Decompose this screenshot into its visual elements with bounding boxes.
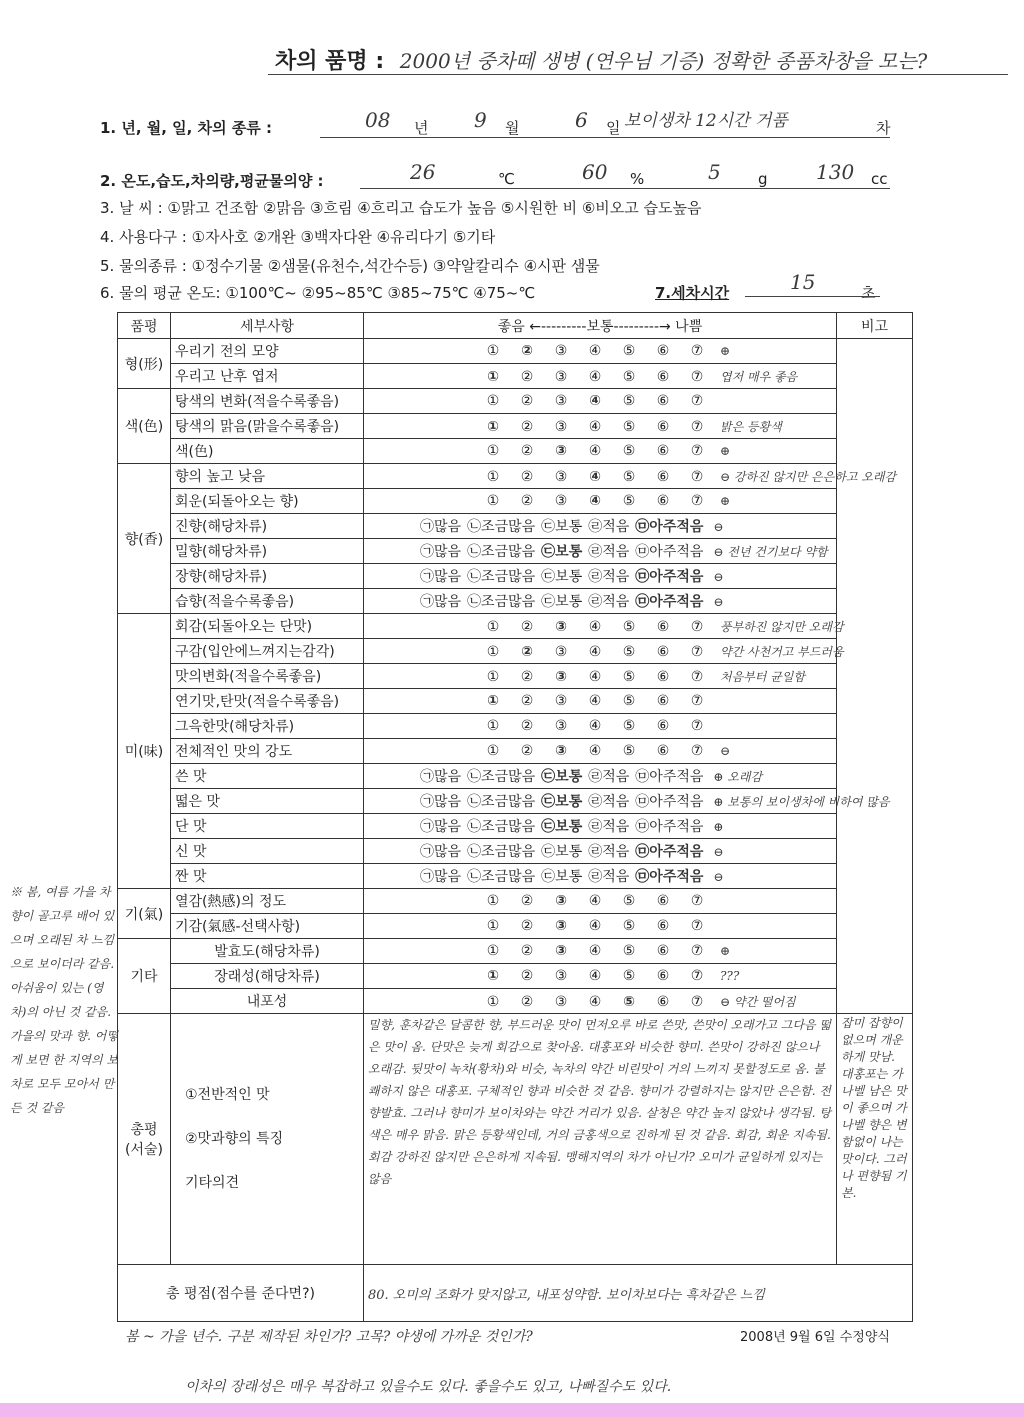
wash-label: 7.세차시간 (655, 284, 730, 302)
total-items (171, 1014, 364, 1265)
row-label: 맛의변화(적을수록좋음) (171, 664, 364, 689)
margin-note: ※ 봄, 여름 가을 차향이 골고루 배어 있으며 오래된 차 느낌으로 보이더라 같음. 아쉬움이 있는 (영차)의 아닌 것 같음. 가을의 맛과 향. 어떻게 보면 한 지역의 보차로 모두 모아서 만든 것 같음 (10, 885, 118, 1115)
total-item-features: ②맛과향의 특징 (185, 1131, 284, 1147)
table-header-row (118, 313, 913, 339)
title-underline (268, 74, 1008, 75)
row-scale: ① ② ③ ④ ⑤ ⑥ ⑦ 엽저 매우 좋음 (364, 364, 837, 389)
row-scale: ① ② ③ ④ ⑤ ⑥ ⑦ ⊖ 강하진 않지만 은은하고 오래감 (364, 464, 837, 489)
tea-unit: 차 (876, 119, 891, 137)
category-hyang: 향(香) (118, 464, 171, 614)
row-label: 탕색의 변화(적을수록좋음) (171, 389, 364, 414)
table-row (118, 989, 913, 1014)
tea-kind: 보이생차 12시간 거품 (624, 111, 788, 131)
remark-column (837, 339, 913, 1014)
table-row (118, 539, 913, 564)
table-row-score (118, 1265, 913, 1322)
row-label: 색(色) (171, 439, 364, 464)
month-value: 9 (474, 108, 487, 132)
sheet-title (275, 44, 927, 75)
title-value: 2000년 중차떼 생병 (연우님 기증) 정확한 종품차창을 모는? (399, 49, 928, 73)
row-options: ㉠많음 ㉡조금많음 ㉢보통 ㉣적음 ㉤아주적음 ⊖ (364, 839, 837, 864)
weather-line: 3. 날 씨 : ①맑고 건조함 ②맑음 ③흐림 ④흐리고 습도가 높음 ⑤시원한 비 ⑥비오고 습도높음 (100, 199, 702, 217)
year-unit: 년 (414, 119, 429, 137)
row-label: 쓴 맛 (171, 764, 364, 789)
table-row (118, 639, 913, 664)
row-label: 탕색의 맑음(맑을수록좋음) (171, 414, 364, 439)
row-options: ㉠많음 ㉡조금많음 ㉢보통 ㉣적음 ㉤아주적음 ⊕ (364, 814, 837, 839)
row-label: 우리기 전의 모양 (171, 339, 364, 364)
row-options: ㉠많음 ㉡조금많음 ㉢보통 ㉣적음 ㉤아주적음 ⊖ 전년 건기보다 약함 (364, 539, 837, 564)
row-label: 장향(해당차류) (171, 564, 364, 589)
table-row (118, 789, 913, 814)
score-label: 총 평점(점수를 준다면?) (118, 1265, 364, 1322)
table-row (118, 364, 913, 389)
row-options: ㉠많음 ㉡조금많음 ㉢보통 ㉣적음 ㉤아주적음 ⊖ (364, 589, 837, 614)
row-options: ㉠많음 ㉡조금많음 ㉢보통 ㉣적음 ㉤아주적음 ⊖ (364, 864, 837, 889)
row-options: ㉠많음 ㉡조금많음 ㉢보통 ㉣적음 ㉤아주적음 ⊖ (364, 564, 837, 589)
row-scale: ① ② ③ ④ ⑤ ⑥ ⑦ ??? (364, 964, 837, 989)
table-row (118, 414, 913, 439)
header-remark: 비고 (837, 313, 913, 339)
score-value: 80. 오미의 조화가 맞지않고, 내포성약함. 보이차보다는 흑차같은 느낌 (364, 1265, 913, 1322)
total-remark: 잡미 잡향이 없으며 개운하게 맛남. 대홍포는 가나벨 남은 맛이 좋으며 가나벨 향은 변함없이 나는 맛이다. 그러나 편향됨 기본. (837, 1014, 913, 1265)
water-value: 130 (816, 160, 855, 184)
row-label: 회감(되돌아오는 단맛) (171, 614, 364, 639)
header-category: 품평 (118, 313, 171, 339)
table-row (118, 889, 913, 914)
table-row (118, 814, 913, 839)
table-row (118, 689, 913, 714)
table-row (118, 339, 913, 364)
row-label: 열감(熱感)의 정도 (171, 889, 364, 914)
table-row (118, 489, 913, 514)
row-options: ㉠많음 ㉡조금많음 ㉢보통 ㉣적음 ㉤아주적음 ⊕ 오래감 (364, 764, 837, 789)
env-underline (360, 188, 890, 189)
tea-amount-value: 5 (708, 160, 721, 184)
evaluation-table (117, 312, 913, 1322)
row-scale: ① ② ③ ④ ⑤ ⑥ ⑦ (364, 689, 837, 714)
table-row (118, 764, 913, 789)
row-label: 떫은 맛 (171, 789, 364, 814)
table-row (118, 589, 913, 614)
table-row (118, 614, 913, 639)
row-scale: ① ② ③ ④ ⑤ ⑥ ⑦ ⊖ 약간 떨어짐 (364, 989, 837, 1014)
row-scale: ① ② ③ ④ ⑤ ⑥ ⑦ ⊕ (364, 489, 837, 514)
row-scale: ① ② ③ ④ ⑤ ⑥ ⑦ 처음부터 균일함 (364, 664, 837, 689)
row-label: 향의 높고 낮음 (171, 464, 364, 489)
row-label: 습향(적을수록좋음) (171, 589, 364, 614)
day-unit: 일 (606, 119, 621, 137)
table-row (118, 514, 913, 539)
row-scale: ① ② ③ ④ ⑤ ⑥ ⑦ (364, 389, 837, 414)
row-scale: ① ② ③ ④ ⑤ ⑥ ⑦ (364, 914, 837, 939)
water-temp-line: 6. 물의 평균 온도: ①100℃~ ②95~85℃ ③85~75℃ ④75~℃ (100, 284, 536, 302)
table-row (118, 914, 913, 939)
category-saek: 색(色) (118, 389, 171, 464)
row-label: 짠 맛 (171, 864, 364, 889)
wash-unit: 초 (861, 284, 876, 302)
wash-value: 15 (790, 270, 816, 294)
table-row (118, 389, 913, 414)
revision-date: 2008년 9월 6일 수정양식 (740, 1330, 890, 1345)
tea-amount-unit: g (758, 170, 768, 188)
row-label: 신 맛 (171, 839, 364, 864)
table-row (118, 464, 913, 489)
table-row (118, 864, 913, 889)
row-scale: ① ② ③ ④ ⑤ ⑥ ⑦ (364, 889, 837, 914)
category-etc: 기타 (118, 939, 171, 1014)
row-label: 그윽한맛(해당차류) (171, 714, 364, 739)
day-value: 6 (575, 108, 588, 132)
footer-handwriting-2: 이차의 장래성은 매우 복잡하고 있을수도 있다. 좋을수도 있고, 나빠질수도 있다. (185, 1379, 672, 1395)
footer-handwriting-1: 봄 ~ 가을 년수. 구분 제작된 차인가? 고목? 야생에 가까운 것인가? (125, 1329, 533, 1345)
category-hyung: 형(形) (118, 339, 171, 389)
header-detail: 세부사항 (171, 313, 364, 339)
header-scale: 좋음 ←---------보통---------→ 나쁨 (364, 313, 837, 339)
humidity-unit: % (630, 170, 645, 188)
row-label: 전체적인 맛의 강도 (171, 739, 364, 764)
category-mi: 미(味) (118, 614, 171, 889)
row-scale: ① ② ③ ④ ⑤ ⑥ ⑦ 밝은 등황색 (364, 414, 837, 439)
total-item-other: 기타의견 (185, 1175, 240, 1191)
table-row (118, 714, 913, 739)
row-scale: ① ② ③ ④ ⑤ ⑥ ⑦ ⊕ (364, 939, 837, 964)
row-scale: ① ② ③ ④ ⑤ ⑥ ⑦ ⊖ (364, 739, 837, 764)
table-row-total (118, 1014, 913, 1265)
month-unit: 월 (505, 119, 520, 137)
table-row (118, 964, 913, 989)
total-text: 밀향, 훈차같은 달콤한 향, 부드러운 맛이 먼저오루 바로 쓴맛, 쓴맛이 오래가고 그다음 떫은 맛이 옴. 단맛은 늦게 회감으로 찾아옴. 대홍포와 비슷한 향미. 쓴맛이 강하진 않으나 오래감. 뒷맛이 녹차(황차)와 비슷, 녹차의 약간 비린맛이 거의 느끼지 못할정도로 옴. 불쾌하지 않은 대홍포. 구체적인 향과 비슷한 것 같음. 향미가 강렬하지는 않지만 은은함. 전향발효. 그러나 향미가 보이차와는 약간 거리가 있음. 살청은 약간 높지 않았나 생각됨. 탕색은 매우 맑음. 맑은 등황색인데, 거의 금홍색으로 진하게 된 것 같음. 회감, 회운 지속됨. 회감 강하진 않지만 은은하게 지속됨. 맹해지역의 차가 아닌가? 오미가 균일하게 있지는 않음 (364, 1014, 837, 1265)
year-value: 08 (365, 108, 391, 132)
water-unit: cc (871, 170, 888, 188)
row-label: 장래성(해당차류) (171, 964, 364, 989)
row-label: 구감(입안에느껴지는감각) (171, 639, 364, 664)
water-type-line: 5. 물의종류 : ①정수기물 ②샘물(유천수,석간수등) ③약알칼리수 ④시판 샘물 (100, 257, 600, 275)
table-row (118, 439, 913, 464)
row-scale: ① ② ③ ④ ⑤ ⑥ ⑦ 풍부하진 않지만 오래감 (364, 614, 837, 639)
humidity-value: 60 (582, 160, 608, 184)
row-label: 기감(氣感-선택사항) (171, 914, 364, 939)
table-row (118, 939, 913, 964)
env-label: 2. 온도,습도,차의량,평균물의양 : (100, 172, 324, 190)
temp-unit: ℃ (498, 170, 515, 188)
row-label: 발효도(해당차류) (171, 939, 364, 964)
row-label: 단 맛 (171, 814, 364, 839)
row-label: 연기맛,탄맛(적을수록좋음) (171, 689, 364, 714)
row-label: 밀향(해당차류) (171, 539, 364, 564)
bottom-edge (0, 1403, 1024, 1417)
title-label: 차의 품명 : (275, 49, 385, 74)
row-options: ㉠많음 ㉡조금많음 ㉢보통 ㉣적음 ㉤아주적음 ⊖ (364, 514, 837, 539)
category-gi: 기(氣) (118, 889, 171, 939)
category-total: 총평 (서술) (118, 1014, 171, 1265)
wash-underline (745, 296, 880, 297)
row-label: 내포성 (171, 989, 364, 1014)
table-row (118, 564, 913, 589)
date-label: 1. 년, 월, 일, 차의 종류 : (100, 119, 272, 137)
row-options: ㉠많음 ㉡조금많음 ㉢보통 ㉣적음 ㉤아주적음 ⊕ 보통의 보이생차에 비하여 많음 (364, 789, 837, 814)
row-label: 우리고 난후 엽저 (171, 364, 364, 389)
table-row (118, 664, 913, 689)
row-scale: ① ② ③ ④ ⑤ ⑥ ⑦ ⊕ (364, 339, 837, 364)
row-scale: ① ② ③ ④ ⑤ ⑥ ⑦ 약간 사천거고 부드러움 (364, 639, 837, 664)
table-row (118, 839, 913, 864)
date-underline (320, 137, 890, 138)
table-row (118, 739, 913, 764)
total-item-overall: ①전반적인 맛 (185, 1087, 270, 1103)
row-label: 회운(되돌아오는 향) (171, 489, 364, 514)
teaware-line: 4. 사용다구 : ①자사호 ②개완 ③백자다완 ④유리다기 ⑤기타 (100, 228, 496, 246)
row-scale: ① ② ③ ④ ⑤ ⑥ ⑦ ⊕ (364, 439, 837, 464)
temp-value: 26 (410, 160, 436, 184)
row-label: 진향(해당차류) (171, 514, 364, 539)
row-scale: ① ② ③ ④ ⑤ ⑥ ⑦ (364, 714, 837, 739)
